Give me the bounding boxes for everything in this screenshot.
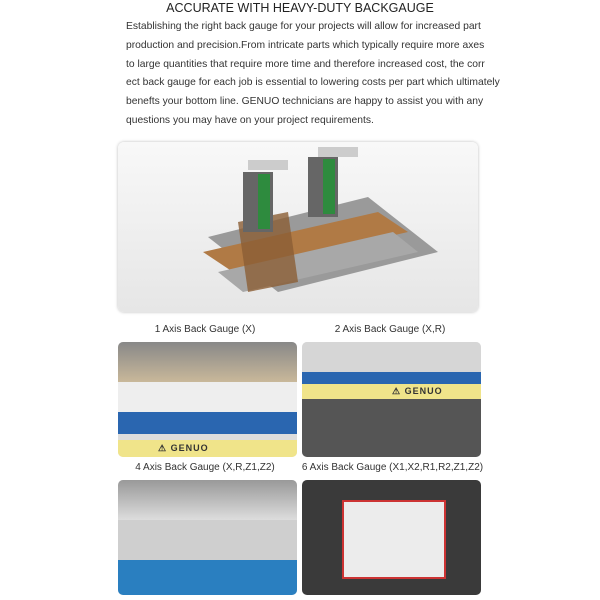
description-line: questions you may have on your project requirements. xyxy=(126,114,374,126)
photo-4-axis xyxy=(118,480,297,595)
description xyxy=(126,18,500,131)
photo-2-axis xyxy=(302,342,481,457)
backgauge-cad-render xyxy=(118,142,478,312)
description-line: production and precision.From intricate parts which typically require more axes xyxy=(126,39,485,51)
description-line: to large quantities that require more time and therefore increased cost, the corr xyxy=(126,58,485,70)
genuo-label: ⚠ GENUO xyxy=(392,386,443,396)
caption-6-axis: 6 Axis Back Gauge (X1,X2,R1,R2,Z1,Z2) xyxy=(301,462,484,473)
caption-2-axis: 2 Axis Back Gauge (X,R) xyxy=(334,324,446,335)
photo-1-axis xyxy=(118,342,297,457)
caption-4-axis: 4 Axis Back Gauge (X,R,Z1,Z2) xyxy=(135,462,275,473)
description-line: ect back gauge for each job is essential to lowering costs per part which ultimately xyxy=(126,77,500,89)
photo-6-axis xyxy=(302,480,481,595)
genuo-label: ⚠ GENUO xyxy=(158,443,209,453)
page-title: ACCURATE WITH HEAVY-DUTY BACKGAUGE xyxy=(166,1,434,15)
description-line: Establishing the right back gauge for your projects will allow for increased part xyxy=(126,21,481,32)
caption-1-axis: 1 Axis Back Gauge (X) xyxy=(154,324,256,335)
description-line: benefts your bottom line. GENUO technicians are happy to assist you with any xyxy=(126,96,484,108)
